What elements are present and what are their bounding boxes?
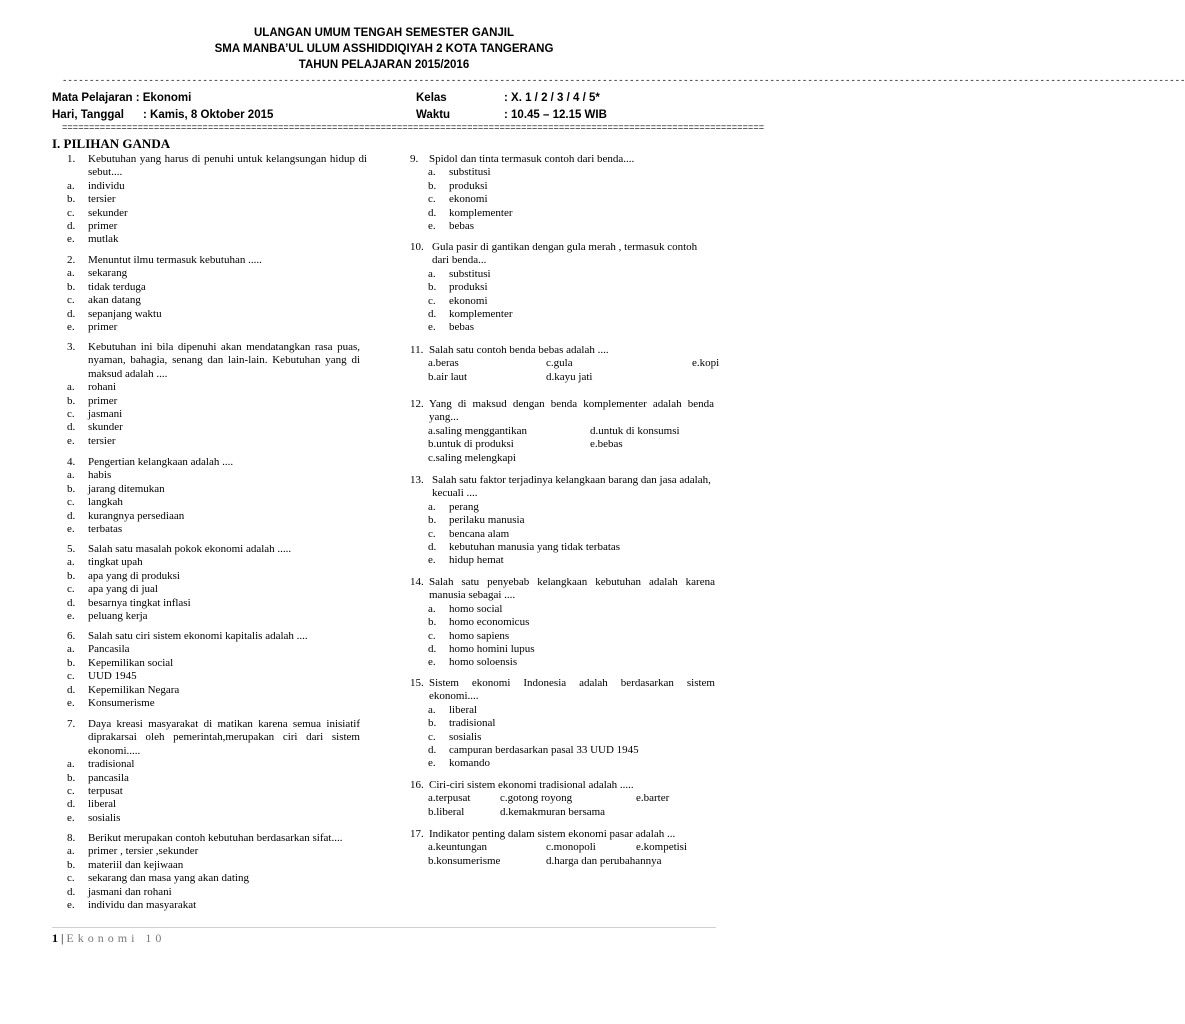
option-e: e. terbatas <box>67 523 123 536</box>
question-text: Berikut merupakan contoh kebutuhan berdasarkan sifat.... <box>88 832 343 844</box>
exam-title: ULANGAN UMUM TENGAH SEMESTER GANJIL <box>253 27 515 39</box>
school-name: SMA MANBA’UL ULUM ASSHIDDIQIYAH 2 KOTA TANGERANG <box>214 43 554 55</box>
option-grid <box>428 357 720 384</box>
option-e: e. homo soloensis <box>428 656 518 669</box>
option-c: c. apa yang di jual <box>67 583 158 596</box>
option-a: a. rohani <box>67 381 117 394</box>
question-number: 8. <box>67 832 76 844</box>
option-d: d. sepanjang waktu <box>67 307 162 320</box>
question-text: Kebutuhan yang harus di penuhi untuk kelangsungan hidup di sebut.... <box>88 153 367 179</box>
option-d: d. primer <box>67 220 118 233</box>
option-a: a. habis <box>67 469 112 482</box>
question-text: Gula pasir di gantikan dengan gula merah , termasuk contoh dari benda... <box>432 241 698 267</box>
section-title: I. PILIHAN GANDA <box>52 136 171 151</box>
question-number: 1. <box>67 153 76 165</box>
option-d: d.untuk di konsumsi <box>590 424 680 437</box>
option-b: b. produksi <box>428 281 488 294</box>
option-b: b. jarang ditemukan <box>67 482 165 495</box>
option-d: d. kurangnya persediaan <box>67 509 185 522</box>
question-number: 13. <box>410 474 424 486</box>
option-e: e.kompetisi <box>636 841 688 854</box>
question-number: 9. <box>410 153 419 165</box>
question-text: Salah satu faktor terjadinya kelangkaan barang dan jasa adalah, kecuali .... <box>432 474 711 500</box>
footer-title: Ekonomi 10 <box>66 931 166 945</box>
option-grid <box>428 425 714 465</box>
time-label: Waktu <box>416 109 451 121</box>
question-5 <box>67 543 367 623</box>
option-c: c. homo sapiens <box>428 629 510 642</box>
option-d: d. Kepemilikan Negara <box>67 683 180 696</box>
option-a: a. perang <box>428 500 479 513</box>
academic-year: TAHUN PELAJARAN 2015/2016 <box>298 59 470 71</box>
option-c: c. akan datang <box>67 294 141 307</box>
option-a: a. tingkat upah <box>67 556 143 569</box>
option-b: b.liberal <box>428 805 465 818</box>
question-text: Kebutuhan ini bila dipenuhi akan mendatangkan rasa puas, nyaman, bahagia, senang dan lain-lain. Kebutuhan yang di maksud adalah .... <box>88 341 360 380</box>
question-number: 5. <box>67 543 76 555</box>
question-number: 11. <box>410 344 424 356</box>
option-b: b. primer <box>67 394 118 407</box>
question-number: 3. <box>67 341 76 353</box>
option-e: e. hidup hemat <box>428 554 504 567</box>
question-4 <box>67 456 367 536</box>
option-b: b. homo economicus <box>428 616 530 629</box>
option-a: a.keuntungan <box>428 841 487 854</box>
question-17 <box>410 828 714 868</box>
question-6 <box>67 630 367 710</box>
option-e: e. Konsumerisme <box>67 697 155 710</box>
option-e: e.kopi <box>692 357 720 370</box>
page-footer <box>52 931 165 946</box>
option-e: e. bebas <box>428 220 475 233</box>
option-a: a. liberal <box>428 703 478 716</box>
question-2 <box>67 254 367 334</box>
question-number: 12. <box>410 398 424 410</box>
option-a: a. tradisional <box>67 758 135 771</box>
option-b: b. pancasila <box>67 771 129 784</box>
option-a: a.terpusat <box>428 792 471 805</box>
option-e: e. peluang kerja <box>67 610 148 623</box>
question-3 <box>67 341 360 448</box>
option-c: c. jasmani <box>67 408 123 421</box>
option-c: c.gotong royong <box>500 792 573 805</box>
option-c: c. ekonomi <box>428 193 488 206</box>
question-text: Spidol dan tinta termasuk contoh dari benda.... <box>429 153 635 165</box>
option-a: a.beras <box>428 357 459 370</box>
question-9 <box>410 153 715 233</box>
option-b: b. apa yang di produksi <box>67 569 180 582</box>
option-c: c.saling melengkapi <box>428 451 516 464</box>
option-e: e. primer <box>67 321 118 334</box>
option-a: a.saling menggantikan <box>428 424 527 437</box>
option-d: d.kemakmuran bersama <box>500 805 606 818</box>
option-b: b. produksi <box>428 179 488 192</box>
question-text: Daya kreasi masyarakat di matikan karena semua inisiatif diprakarsai oleh pemerintah,merupakan ciri dari sistem ekonomi..... <box>88 718 360 757</box>
option-c: c.monopoli <box>546 841 596 854</box>
option-e: e. mutlak <box>67 233 119 246</box>
question-number: 7. <box>67 718 76 730</box>
date-label: Hari, Tanggal <box>52 109 124 121</box>
option-d: d. liberal <box>67 798 117 811</box>
class-value: : X. 1 / 2 / 3 / 4 / 5* <box>504 92 600 104</box>
option-d: d. jasmani dan rohani <box>67 885 172 898</box>
question-15 <box>410 677 715 771</box>
question-number: 4. <box>67 456 76 468</box>
question-number: 17. <box>410 828 424 840</box>
question-text: Salah satu penyebab kelangkaan kebutuhan adalah karena manusia sebagai .... <box>429 576 715 602</box>
option-a: a. substitusi <box>428 267 491 280</box>
question-12 <box>410 398 714 465</box>
option-d: d.kayu jati <box>546 370 593 383</box>
option-c: c.gula <box>546 357 573 370</box>
option-b: b. perilaku manusia <box>428 514 525 527</box>
question-8 <box>67 832 360 912</box>
option-grid <box>428 792 714 819</box>
question-text: Sistem ekonomi Indonesia adalah berdasarkan sistem ekonomi.... <box>429 677 715 703</box>
option-b: b. Kepemilikan social <box>67 656 174 669</box>
option-e: e. komando <box>428 757 490 770</box>
option-a: a. substitusi <box>428 166 491 179</box>
option-e: e. bebas <box>428 321 475 334</box>
option-e: e. individu dan masyarakat <box>67 899 197 912</box>
question-14 <box>410 576 715 670</box>
option-d: d.harga dan perubahannya <box>546 854 662 867</box>
question-7 <box>67 718 360 825</box>
question-text: Indikator penting dalam sistem ekonomi pasar adalah ... <box>429 828 676 840</box>
option-c: c. ekonomi <box>428 294 488 307</box>
option-c: c. bencana alam <box>428 527 510 540</box>
question-16 <box>410 779 714 819</box>
option-d: d. skunder <box>67 421 123 434</box>
page-number: 1 <box>52 931 58 945</box>
question-number: 16. <box>410 779 424 791</box>
question-number: 6. <box>67 630 76 642</box>
footer-separator: | <box>58 931 67 945</box>
option-c: c. langkah <box>67 496 123 509</box>
option-a: a. sekarang <box>67 267 128 280</box>
question-text: Menuntut ilmu termasuk kebutuhan ..... <box>88 254 262 266</box>
double-divider: ================================================================================================================================== <box>62 123 765 133</box>
option-e: e.bebas <box>590 438 623 451</box>
date-value: : Kamis, 8 Oktober 2015 <box>143 109 274 121</box>
option-d: d. campuran berdasarkan pasal 33 UUD 1945 <box>428 744 639 757</box>
option-d: d. homo homini lupus <box>428 643 535 656</box>
option-c: c. sekunder <box>67 206 128 219</box>
option-e: e. sosialis <box>67 811 121 824</box>
class-label: Kelas <box>416 92 447 104</box>
question-text: Ciri-ciri sistem ekonomi tradisional adalah ..... <box>429 779 634 791</box>
question-text: Salah satu contoh benda bebas adalah .... <box>429 344 609 356</box>
question-1 <box>67 153 367 247</box>
option-a: a. Pancasila <box>67 643 130 656</box>
option-a: a. individu <box>67 179 125 192</box>
time-value: : 10.45 – 12.15 WIB <box>504 109 607 121</box>
question-number: 14. <box>410 576 424 588</box>
subject-label: Mata Pelajaran : Ekonomi <box>52 92 192 104</box>
option-b: b.konsumerisme <box>428 854 501 867</box>
option-c: c. sekarang dan masa yang akan dating <box>67 872 249 885</box>
option-e: e.barter <box>636 792 670 805</box>
question-text: Salah satu masalah pokok ekonomi adalah ..... <box>88 543 292 555</box>
question-number: 15. <box>410 677 424 689</box>
question-text: Yang di maksud dengan benda komplementer adalah benda yang... <box>429 398 714 424</box>
question-11 <box>410 344 720 384</box>
option-b: b. tradisional <box>428 717 496 730</box>
option-e: e. tersier <box>67 434 116 447</box>
question-number: 10. <box>410 241 424 253</box>
option-d: d. besarnya tingkat inflasi <box>67 596 191 609</box>
option-d: d. komplementer <box>428 206 513 219</box>
option-d: d. kebutuhan manusia yang tidak terbatas <box>428 541 621 554</box>
question-10 <box>410 241 705 335</box>
option-b: b. tidak terduga <box>67 280 146 293</box>
option-b: b.untuk di produksi <box>428 438 514 451</box>
option-a: a. primer , tersier ,sekunder <box>67 845 199 858</box>
option-c: c. terpusat <box>67 785 123 798</box>
question-text: Salah satu ciri sistem ekonomi kapitalis adalah .... <box>88 630 308 642</box>
option-b: b. materiil dan kejiwaan <box>67 858 184 871</box>
question-number: 2. <box>67 254 76 266</box>
option-grid <box>428 841 714 868</box>
option-b: b.air laut <box>428 370 468 383</box>
question-text: Pengertian kelangkaan adalah .... <box>88 456 234 468</box>
option-b: b. tersier <box>67 193 116 206</box>
option-a: a. homo social <box>428 602 503 615</box>
dashed-divider: ---------------------------------------------------------------------------------------------------------------------------------------------------------------------------------------------------------------- <box>62 76 1185 86</box>
footer-divider <box>52 927 716 928</box>
option-c: c. sosialis <box>428 730 482 743</box>
option-c: c. UUD 1945 <box>67 670 137 683</box>
question-13 <box>410 474 715 568</box>
option-d: d. komplementer <box>428 308 513 321</box>
